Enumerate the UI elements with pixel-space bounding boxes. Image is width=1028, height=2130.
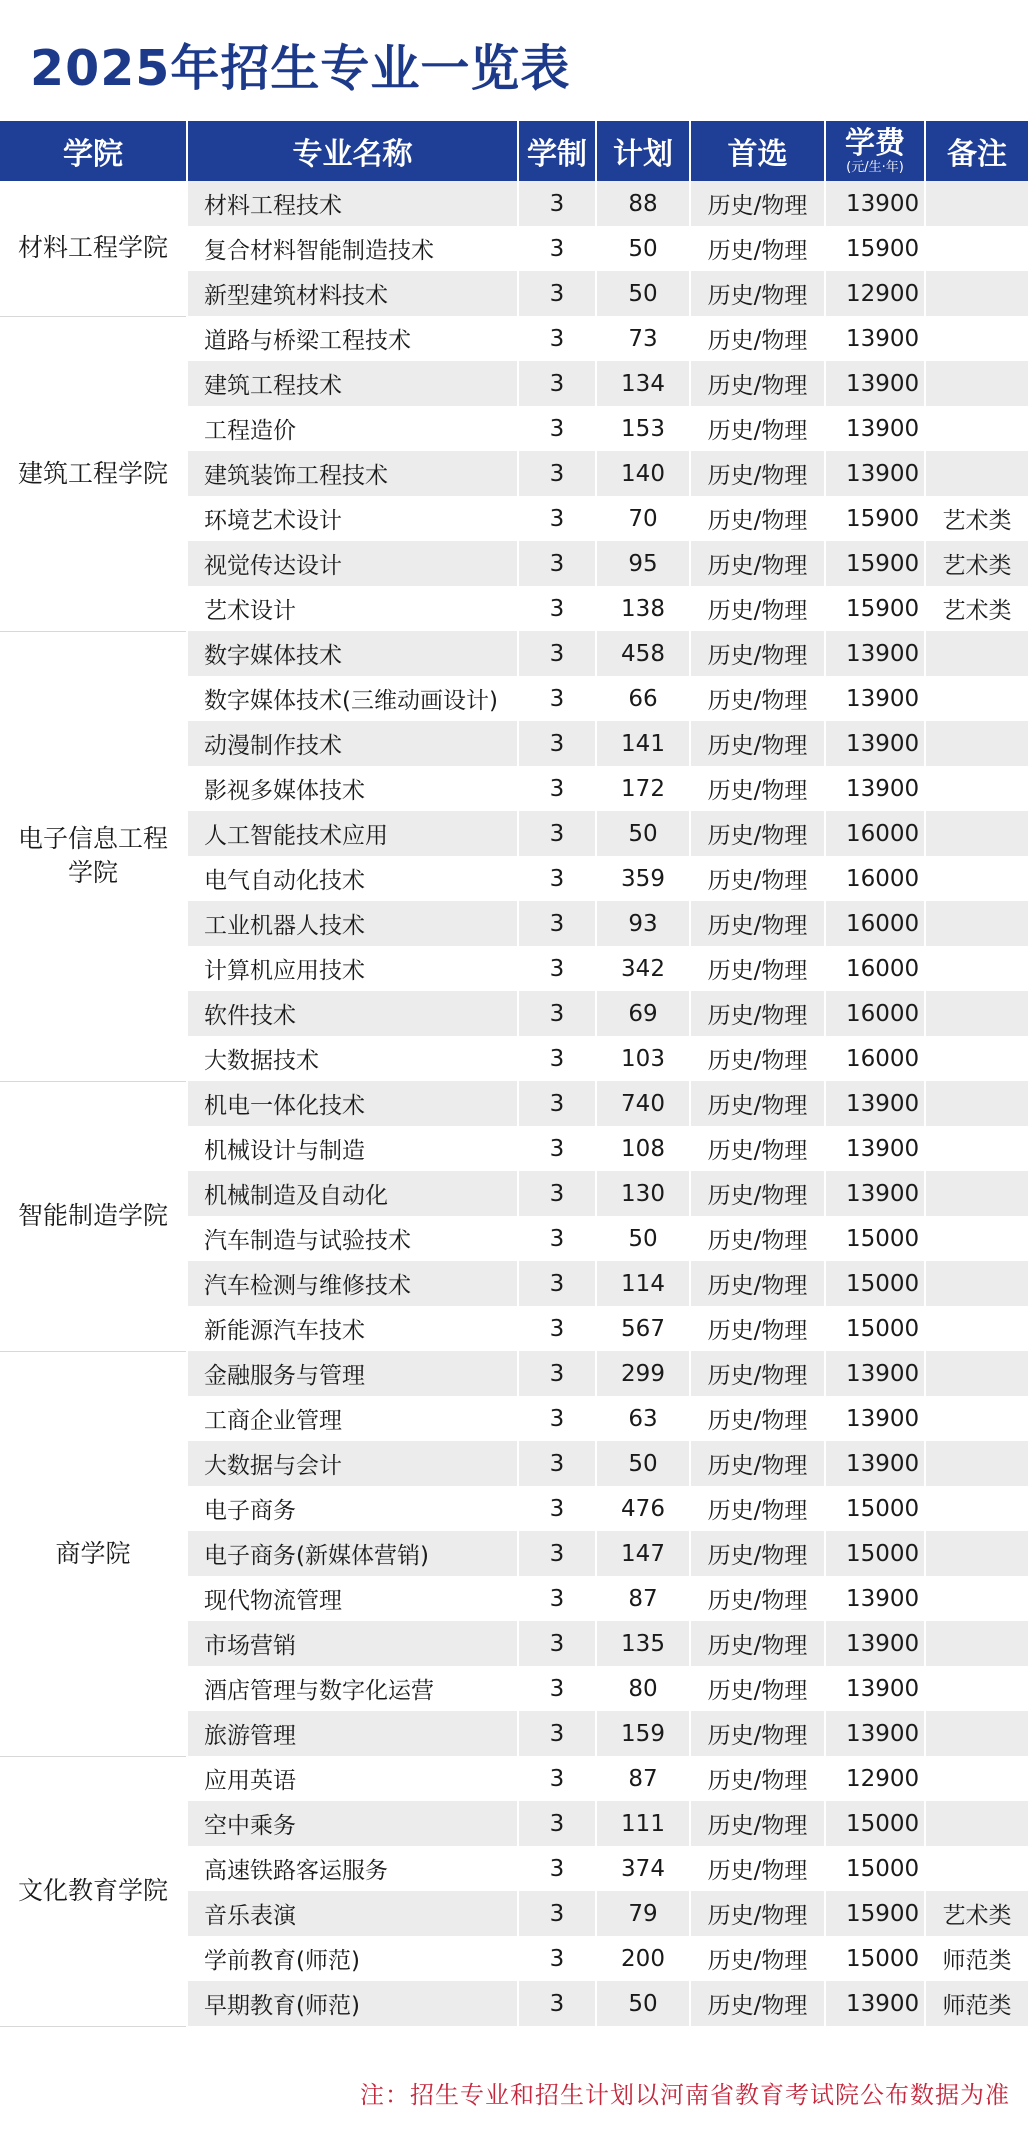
major-name: 汽车检测与维修技术 <box>187 1261 518 1306</box>
duration-cell: 3 <box>518 1261 596 1306</box>
major-name: 工业机器人技术 <box>187 901 518 946</box>
plan-cell: 134 <box>596 361 690 406</box>
major-name: 电气自动化技术 <box>187 856 518 901</box>
note-cell <box>925 946 1028 991</box>
note-cell <box>925 721 1028 766</box>
major-name: 音乐表演 <box>187 1891 518 1936</box>
note-cell <box>925 226 1028 271</box>
major-name: 艺术设计 <box>187 586 518 631</box>
plan-cell: 135 <box>596 1621 690 1666</box>
major-name: 工商企业管理 <box>187 1396 518 1441</box>
plan-cell: 95 <box>596 541 690 586</box>
duration-cell: 3 <box>518 991 596 1036</box>
major-table <box>0 121 1028 2027</box>
note-cell <box>925 1216 1028 1261</box>
subject-cell: 历史/物理 <box>690 451 825 496</box>
fee-cell: 15900 <box>825 541 925 586</box>
plan-cell: 567 <box>596 1306 690 1351</box>
note-cell <box>925 1351 1028 1396</box>
duration-cell: 3 <box>518 1036 596 1081</box>
major-name: 数字媒体技术(三维动画设计) <box>187 676 518 721</box>
subject-cell: 历史/物理 <box>690 1396 825 1441</box>
note-cell <box>925 361 1028 406</box>
major-name: 市场营销 <box>187 1621 518 1666</box>
college-name: 材料工程学院 <box>0 181 187 316</box>
plan-cell: 79 <box>596 1891 690 1936</box>
note-cell: 师范类 <box>925 1981 1028 2026</box>
duration-cell: 3 <box>518 1126 596 1171</box>
subject-cell: 历史/物理 <box>690 1216 825 1261</box>
duration-cell: 3 <box>518 406 596 451</box>
fee-cell: 13900 <box>825 1396 925 1441</box>
plan-cell: 458 <box>596 631 690 676</box>
table-row <box>0 1351 1028 1396</box>
duration-cell: 3 <box>518 361 596 406</box>
subject-cell: 历史/物理 <box>690 1801 825 1846</box>
subject-cell: 历史/物理 <box>690 901 825 946</box>
major-name: 电子商务(新媒体营销) <box>187 1531 518 1576</box>
fee-cell: 16000 <box>825 946 925 991</box>
duration-cell: 3 <box>518 766 596 811</box>
fee-cell: 15900 <box>825 1891 925 1936</box>
header-major: 专业名称 <box>187 121 518 181</box>
table-row <box>0 631 1028 676</box>
fee-cell: 13900 <box>825 1576 925 1621</box>
college-name: 商学院 <box>0 1351 187 1756</box>
fee-cell: 13900 <box>825 1081 925 1126</box>
plan-cell: 80 <box>596 1666 690 1711</box>
note-cell <box>925 1081 1028 1126</box>
major-name: 影视多媒体技术 <box>187 766 518 811</box>
subject-cell: 历史/物理 <box>690 541 825 586</box>
plan-cell: 108 <box>596 1126 690 1171</box>
duration-cell: 3 <box>518 1846 596 1891</box>
duration-cell: 3 <box>518 631 596 676</box>
duration-cell: 3 <box>518 451 596 496</box>
major-name: 应用英语 <box>187 1756 518 1801</box>
subject-cell: 历史/物理 <box>690 1126 825 1171</box>
subject-cell: 历史/物理 <box>690 361 825 406</box>
fee-cell: 13900 <box>825 721 925 766</box>
note-cell <box>925 1846 1028 1891</box>
duration-cell: 3 <box>518 1801 596 1846</box>
subject-cell: 历史/物理 <box>690 1486 825 1531</box>
plan-cell: 141 <box>596 721 690 766</box>
subject-cell: 历史/物理 <box>690 1846 825 1891</box>
duration-cell: 3 <box>518 226 596 271</box>
fee-cell: 15000 <box>825 1486 925 1531</box>
note-cell: 师范类 <box>925 1936 1028 1981</box>
duration-cell: 3 <box>518 1486 596 1531</box>
subject-cell: 历史/物理 <box>690 1756 825 1801</box>
duration-cell: 3 <box>518 1936 596 1981</box>
duration-cell: 3 <box>518 1756 596 1801</box>
plan-cell: 73 <box>596 316 690 361</box>
duration-cell: 3 <box>518 316 596 361</box>
note-cell <box>925 811 1028 856</box>
note-cell <box>925 1306 1028 1351</box>
note-cell <box>925 991 1028 1036</box>
subject-cell: 历史/物理 <box>690 1306 825 1351</box>
plan-cell: 740 <box>596 1081 690 1126</box>
note-cell <box>925 271 1028 316</box>
major-name: 机械制造及自动化 <box>187 1171 518 1216</box>
major-name: 软件技术 <box>187 991 518 1036</box>
fee-cell: 13900 <box>825 1666 925 1711</box>
duration-cell: 3 <box>518 496 596 541</box>
note-cell <box>925 1801 1028 1846</box>
footnote: 注：招生专业和招生计划以河南省教育考试院公布数据为准 <box>360 2081 1010 2109</box>
college-name: 建筑工程学院 <box>0 316 187 631</box>
header-college: 学院 <box>0 121 187 181</box>
major-name: 空中乘务 <box>187 1801 518 1846</box>
subject-cell: 历史/物理 <box>690 721 825 766</box>
page-title: 2025年招生专业一览表 <box>30 40 571 97</box>
fee-cell: 15900 <box>825 496 925 541</box>
duration-cell: 3 <box>518 1171 596 1216</box>
plan-cell: 93 <box>596 901 690 946</box>
major-name: 酒店管理与数字化运营 <box>187 1666 518 1711</box>
duration-cell: 3 <box>518 946 596 991</box>
major-name: 道路与桥梁工程技术 <box>187 316 518 361</box>
fee-cell: 15900 <box>825 226 925 271</box>
plan-cell: 87 <box>596 1756 690 1801</box>
subject-cell: 历史/物理 <box>690 406 825 451</box>
major-name: 机械设计与制造 <box>187 1126 518 1171</box>
duration-cell: 3 <box>518 676 596 721</box>
subject-cell: 历史/物理 <box>690 811 825 856</box>
subject-cell: 历史/物理 <box>690 316 825 361</box>
note-cell <box>925 676 1028 721</box>
fee-cell: 15000 <box>825 1936 925 1981</box>
duration-cell: 3 <box>518 541 596 586</box>
plan-cell: 159 <box>596 1711 690 1756</box>
subject-cell: 历史/物理 <box>690 1936 825 1981</box>
note-cell <box>925 1396 1028 1441</box>
fee-cell: 13900 <box>825 1126 925 1171</box>
duration-cell: 3 <box>518 1981 596 2026</box>
plan-cell: 140 <box>596 451 690 496</box>
subject-cell: 历史/物理 <box>690 586 825 631</box>
subject-cell: 历史/物理 <box>690 1036 825 1081</box>
table-body <box>0 181 1028 2026</box>
fee-cell: 13900 <box>825 361 925 406</box>
plan-cell: 50 <box>596 1216 690 1261</box>
plan-cell: 63 <box>596 1396 690 1441</box>
fee-cell: 16000 <box>825 1036 925 1081</box>
fee-cell: 13900 <box>825 1171 925 1216</box>
major-name: 建筑装饰工程技术 <box>187 451 518 496</box>
fee-cell: 12900 <box>825 1756 925 1801</box>
fee-cell: 12900 <box>825 271 925 316</box>
note-cell <box>925 1036 1028 1081</box>
fee-cell: 16000 <box>825 901 925 946</box>
major-name: 工程造价 <box>187 406 518 451</box>
note-cell <box>925 856 1028 901</box>
major-name: 机电一体化技术 <box>187 1081 518 1126</box>
plan-cell: 374 <box>596 1846 690 1891</box>
subject-cell: 历史/物理 <box>690 1576 825 1621</box>
plan-cell: 50 <box>596 1981 690 2026</box>
duration-cell: 3 <box>518 1306 596 1351</box>
fee-cell: 13900 <box>825 316 925 361</box>
subject-cell: 历史/物理 <box>690 856 825 901</box>
major-name: 早期教育(师范) <box>187 1981 518 2026</box>
major-name: 动漫制作技术 <box>187 721 518 766</box>
duration-cell: 3 <box>518 1711 596 1756</box>
subject-cell: 历史/物理 <box>690 1441 825 1486</box>
note-cell: 艺术类 <box>925 1891 1028 1936</box>
fee-cell: 13900 <box>825 676 925 721</box>
subject-cell: 历史/物理 <box>690 496 825 541</box>
fee-cell: 15000 <box>825 1531 925 1576</box>
plan-cell: 66 <box>596 676 690 721</box>
subject-cell: 历史/物理 <box>690 1711 825 1756</box>
fee-cell: 15000 <box>825 1846 925 1891</box>
major-name: 旅游管理 <box>187 1711 518 1756</box>
fee-cell: 15000 <box>825 1801 925 1846</box>
duration-cell: 3 <box>518 1576 596 1621</box>
subject-cell: 历史/物理 <box>690 676 825 721</box>
note-cell <box>925 1666 1028 1711</box>
subject-cell: 历史/物理 <box>690 181 825 226</box>
note-cell: 艺术类 <box>925 541 1028 586</box>
major-name: 人工智能技术应用 <box>187 811 518 856</box>
duration-cell: 3 <box>518 1441 596 1486</box>
subject-cell: 历史/物理 <box>690 1621 825 1666</box>
plan-cell: 138 <box>596 586 690 631</box>
subject-cell: 历史/物理 <box>690 946 825 991</box>
note-cell <box>925 1711 1028 1756</box>
plan-cell: 172 <box>596 766 690 811</box>
table-row <box>0 316 1028 361</box>
subject-cell: 历史/物理 <box>690 226 825 271</box>
note-cell <box>925 1621 1028 1666</box>
plan-cell: 147 <box>596 1531 690 1576</box>
note-cell <box>925 1126 1028 1171</box>
fee-cell: 13900 <box>825 181 925 226</box>
plan-cell: 200 <box>596 1936 690 1981</box>
fee-cell: 13900 <box>825 631 925 676</box>
major-name: 材料工程技术 <box>187 181 518 226</box>
duration-cell: 3 <box>518 1621 596 1666</box>
note-cell <box>925 901 1028 946</box>
major-name: 新型建筑材料技术 <box>187 271 518 316</box>
subject-cell: 历史/物理 <box>690 766 825 811</box>
header-plan: 计划 <box>596 121 690 181</box>
table-header-row <box>0 121 1028 181</box>
major-name: 电子商务 <box>187 1486 518 1531</box>
plan-cell: 342 <box>596 946 690 991</box>
fee-cell: 13900 <box>825 1981 925 2026</box>
plan-cell: 299 <box>596 1351 690 1396</box>
header-fee-unit: (元/生·年) <box>846 159 904 175</box>
duration-cell: 3 <box>518 1216 596 1261</box>
subject-cell: 历史/物理 <box>690 1351 825 1396</box>
fee-cell: 13900 <box>825 451 925 496</box>
subject-cell: 历史/物理 <box>690 1981 825 2026</box>
fee-cell: 16000 <box>825 856 925 901</box>
note-cell <box>925 1531 1028 1576</box>
fee-cell: 13900 <box>825 1351 925 1396</box>
major-name: 视觉传达设计 <box>187 541 518 586</box>
note-cell <box>925 1576 1028 1621</box>
header-duration: 学制 <box>518 121 596 181</box>
duration-cell: 3 <box>518 181 596 226</box>
note-cell <box>925 1441 1028 1486</box>
subject-cell: 历史/物理 <box>690 631 825 676</box>
major-name: 环境艺术设计 <box>187 496 518 541</box>
duration-cell: 3 <box>518 1081 596 1126</box>
major-name: 大数据技术 <box>187 1036 518 1081</box>
fee-cell: 13900 <box>825 1621 925 1666</box>
plan-cell: 130 <box>596 1171 690 1216</box>
subject-cell: 历史/物理 <box>690 1171 825 1216</box>
major-name: 大数据与会计 <box>187 1441 518 1486</box>
plan-cell: 88 <box>596 181 690 226</box>
fee-cell: 16000 <box>825 811 925 856</box>
major-name: 新能源汽车技术 <box>187 1306 518 1351</box>
header-fee-label: 学费 <box>845 125 905 161</box>
duration-cell: 3 <box>518 586 596 631</box>
major-name: 复合材料智能制造技术 <box>187 226 518 271</box>
duration-cell: 3 <box>518 1531 596 1576</box>
duration-cell: 3 <box>518 811 596 856</box>
subject-cell: 历史/物理 <box>690 271 825 316</box>
duration-cell: 3 <box>518 1666 596 1711</box>
fee-cell: 16000 <box>825 991 925 1036</box>
note-cell <box>925 1756 1028 1801</box>
college-name: 电子信息工程学院 <box>0 631 187 1081</box>
subject-cell: 历史/物理 <box>690 1666 825 1711</box>
duration-cell: 3 <box>518 856 596 901</box>
note-cell <box>925 766 1028 811</box>
major-name: 高速铁路客运服务 <box>187 1846 518 1891</box>
subject-cell: 历史/物理 <box>690 991 825 1036</box>
table-row <box>0 1081 1028 1126</box>
header-subject: 首选 <box>690 121 825 181</box>
major-name: 汽车制造与试验技术 <box>187 1216 518 1261</box>
duration-cell: 3 <box>518 1396 596 1441</box>
note-cell <box>925 316 1028 361</box>
college-name: 智能制造学院 <box>0 1081 187 1351</box>
major-name: 建筑工程技术 <box>187 361 518 406</box>
subject-cell: 历史/物理 <box>690 1081 825 1126</box>
note-cell <box>925 1171 1028 1216</box>
plan-cell: 50 <box>596 226 690 271</box>
fee-cell: 15000 <box>825 1306 925 1351</box>
plan-cell: 70 <box>596 496 690 541</box>
fee-cell: 15000 <box>825 1216 925 1261</box>
note-cell <box>925 1261 1028 1306</box>
fee-cell: 13900 <box>825 1441 925 1486</box>
plan-cell: 50 <box>596 1441 690 1486</box>
plan-cell: 50 <box>596 811 690 856</box>
plan-cell: 87 <box>596 1576 690 1621</box>
note-cell <box>925 451 1028 496</box>
duration-cell: 3 <box>518 271 596 316</box>
header-note: 备注 <box>925 121 1028 181</box>
note-cell <box>925 406 1028 451</box>
plan-cell: 114 <box>596 1261 690 1306</box>
subject-cell: 历史/物理 <box>690 1891 825 1936</box>
plan-cell: 111 <box>596 1801 690 1846</box>
fee-cell: 13900 <box>825 766 925 811</box>
fee-cell: 15000 <box>825 1261 925 1306</box>
subject-cell: 历史/物理 <box>690 1531 825 1576</box>
note-cell <box>925 1486 1028 1531</box>
plan-cell: 69 <box>596 991 690 1036</box>
duration-cell: 3 <box>518 1891 596 1936</box>
major-name: 学前教育(师范) <box>187 1936 518 1981</box>
note-cell: 艺术类 <box>925 496 1028 541</box>
note-cell: 艺术类 <box>925 586 1028 631</box>
major-name: 计算机应用技术 <box>187 946 518 991</box>
major-name: 数字媒体技术 <box>187 631 518 676</box>
duration-cell: 3 <box>518 721 596 766</box>
note-cell <box>925 181 1028 226</box>
duration-cell: 3 <box>518 901 596 946</box>
table-row <box>0 181 1028 226</box>
fee-cell: 15900 <box>825 586 925 631</box>
subject-cell: 历史/物理 <box>690 1261 825 1306</box>
plan-cell: 103 <box>596 1036 690 1081</box>
plan-cell: 476 <box>596 1486 690 1531</box>
plan-cell: 153 <box>596 406 690 451</box>
major-name: 现代物流管理 <box>187 1576 518 1621</box>
plan-cell: 50 <box>596 271 690 316</box>
major-name: 金融服务与管理 <box>187 1351 518 1396</box>
duration-cell: 3 <box>518 1351 596 1396</box>
plan-cell: 359 <box>596 856 690 901</box>
fee-cell: 13900 <box>825 406 925 451</box>
college-name: 文化教育学院 <box>0 1756 187 2026</box>
header-fee <box>825 121 925 181</box>
table-row <box>0 1756 1028 1801</box>
note-cell <box>925 631 1028 676</box>
fee-cell: 13900 <box>825 1711 925 1756</box>
